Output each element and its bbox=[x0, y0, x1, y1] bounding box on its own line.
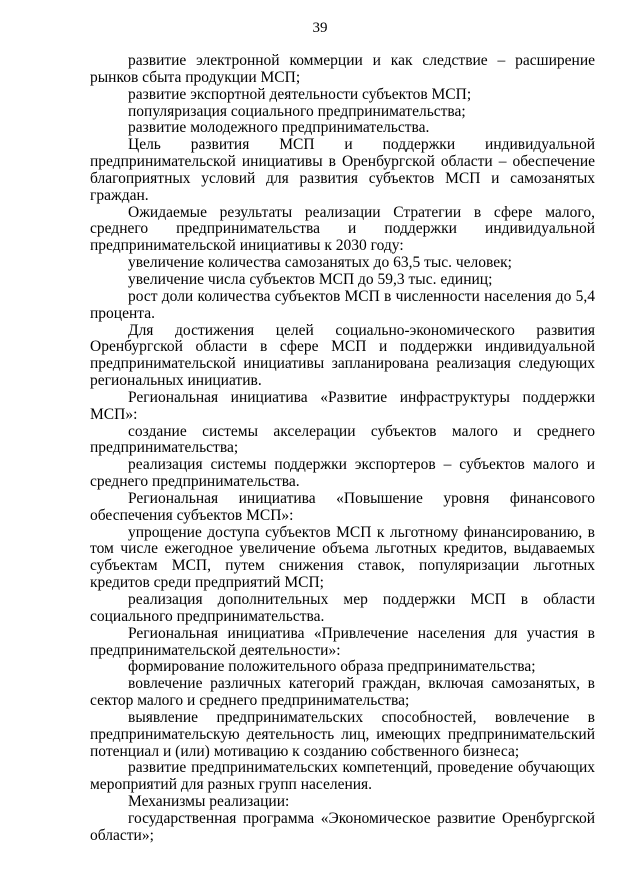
paragraph: Механизмы реализации: bbox=[128, 793, 290, 811]
paragraph: выявление предпринимательских способностей, вовлечение в предпринимательскую деятельность лиц, имеющих предпринимательский потенциал и (или) мотивацию к созданию собственного бизнеса; bbox=[90, 708, 595, 760]
paragraph: развитие электронной коммерции и как следствие – расширение рынков сбыта продукции МСП; bbox=[90, 52, 595, 86]
paragraph: вовлечение различных категорий граждан, включая самозанятых, в сектор малого и среднего предпринимательства; bbox=[90, 675, 595, 710]
paragraph: Региональная инициатива «Привлечение населения для участия в предпринимательской деятельности»: bbox=[90, 624, 595, 659]
paragraph: рост доли количества субъектов МСП в численности населения до 5,4 процента. bbox=[90, 287, 595, 322]
paragraph: реализация системы поддержки экспортеров – субъектов малого и среднего предпринимательства. bbox=[90, 456, 595, 491]
paragraph: развитие молодежного предпринимательства. bbox=[128, 119, 430, 137]
paragraph: популяризация социального предпринимательства; bbox=[128, 102, 466, 120]
paragraph: государственная программа «Экономическое развитие Оренбургской области»; bbox=[90, 809, 595, 844]
paragraph: упрощение доступа субъектов МСП к льготному финансированию, в том числе ежегодное увеличение объема льготных кредитов, выдаваемых субъектам МСП, путем снижения ставок, популяризации льготных кредитов среди предприятий МСП; bbox=[90, 523, 595, 592]
document-body bbox=[90, 53, 595, 845]
paragraph: Региональная инициатива «Повышение уровня финансового обеспечения субъектов МСП»: bbox=[90, 489, 595, 524]
paragraph: Ожидаемые результаты реализации Стратегии в сфере малого, среднего предпринимательства и поддержки индивидуальной предпринимательской инициативы к 2030 году: bbox=[90, 203, 595, 255]
page-number: 39 bbox=[312, 20, 328, 36]
paragraph: Для достижения целей социально-экономического развития Оренбургской области в сфере МСП и поддержки индивидуальной предпринимательской инициативы запланирована реализация следующих региональных инициатив. bbox=[90, 321, 595, 390]
paragraph: формирование положительного образа предпринимательства; bbox=[128, 658, 536, 676]
paragraph: реализация дополнительных мер поддержки МСП в области социального предпринимательства. bbox=[90, 591, 595, 625]
paragraph: Цель развития МСП и поддержки индивидуальной предпринимательской инициативы в Оренбургской области – обеспечение благоприятных условий для развития субъектов МСП и самозанятых граждан. bbox=[90, 136, 595, 204]
paragraph: развитие экспортной деятельности субъектов МСП; bbox=[128, 85, 472, 103]
paragraph: Региональная инициатива «Развитие инфраструктуры поддержки МСП»: bbox=[90, 388, 595, 423]
paragraph: увеличение числа субъектов МСП до 59,3 тыс. единиц; bbox=[128, 270, 493, 288]
paragraph: создание системы акселерации субъектов малого и среднего предпринимательства; bbox=[90, 422, 595, 457]
paragraph: развитие предпринимательских компетенций, проведение обучающих мероприятий для разных групп населения. bbox=[90, 759, 595, 794]
paragraph: увеличение количества самозанятых до 63,5 тыс. человек; bbox=[128, 254, 512, 272]
